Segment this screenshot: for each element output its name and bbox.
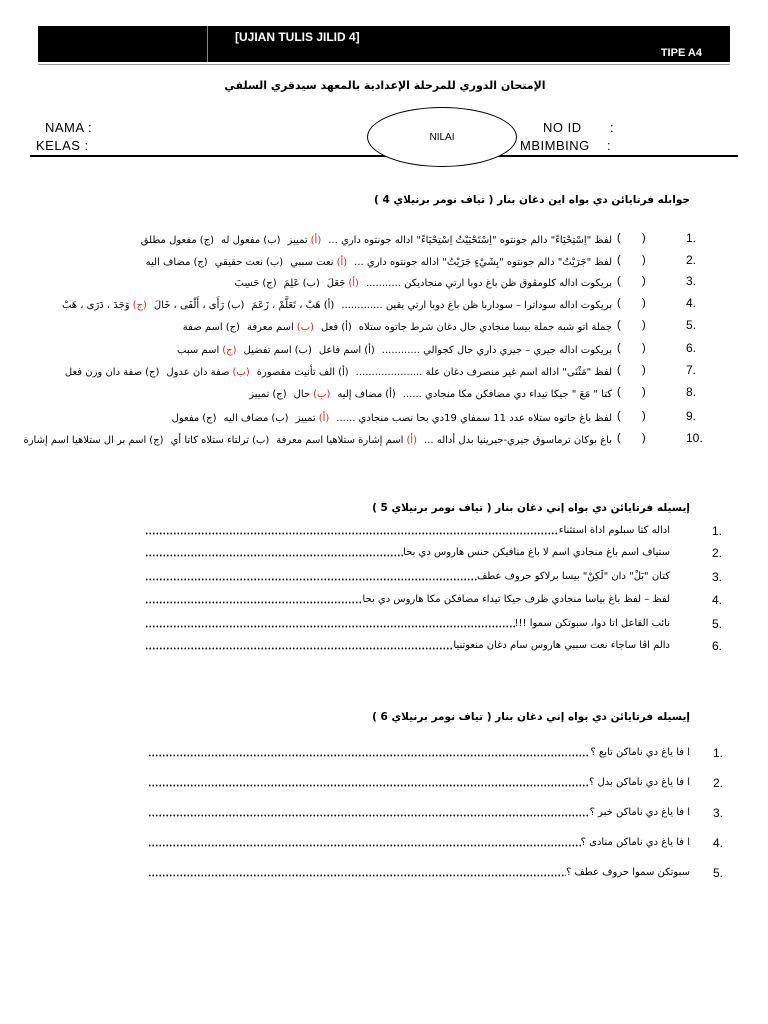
question-text: ا فا ياغ دي ناماكن خبر ؟ xyxy=(589,807,690,818)
option-label: (ج) xyxy=(145,367,160,378)
fill-question-row xyxy=(0,775,768,791)
dotted-answer-line xyxy=(148,754,590,757)
option-text: تمييز xyxy=(249,389,270,400)
question-row xyxy=(0,408,768,424)
option-text: تمييز xyxy=(295,413,316,424)
question-number: 2. xyxy=(713,776,724,790)
question-text: سبوتكن سموا حروف عطف ؟ xyxy=(565,867,690,878)
option-text: مفعول مطلق xyxy=(140,235,197,246)
question-content xyxy=(62,298,612,311)
fill-question-row xyxy=(0,805,768,821)
answer-blank: ( ) xyxy=(617,432,646,444)
question-row xyxy=(0,230,768,246)
exam-header-bar xyxy=(38,26,730,62)
question-line xyxy=(16,317,612,333)
fill-line xyxy=(145,616,670,632)
fill-line xyxy=(145,523,670,539)
section-5-heading: إيسيله فرتايائن دي بواه إني دغان بنار ( تياف نومر برنيلاي 5 ) xyxy=(372,502,690,514)
exam-title: الإمتحان الدوري للمرحلة الإعدادية بالمعهد سيدقري السلفي xyxy=(224,79,546,92)
section-4-heading: جوابله فرتايائن دي بواه اين دغان بنار ( تياف نومر برنيلاي 4 ) xyxy=(374,194,690,206)
option-text: اسم تفضيل xyxy=(243,345,292,356)
question-content xyxy=(234,276,612,289)
question-number: 5. xyxy=(713,866,724,880)
fill-line xyxy=(148,865,690,881)
option-label: (أ) xyxy=(406,435,418,446)
question-number: 1. xyxy=(686,231,697,245)
question-number: 2. xyxy=(686,253,697,267)
question-content xyxy=(177,343,612,356)
option-text: صفة دان وزن فعل xyxy=(64,367,143,378)
fill-line xyxy=(148,745,690,761)
section-6-heading: إيسيله فرتايائن دي بواه إني دغان بنار ( تياف نومر برنيلاي 6 ) xyxy=(372,711,690,723)
exam-type-label: TIPE A4 xyxy=(660,47,702,59)
question-text: ستياف اسم باغ منجادي اسم لا باغ منافيكن جنس هاروس دي بحا xyxy=(403,547,670,558)
question-text: نائب الفاعل اتا دوا، سبوتكن سموا !!! xyxy=(514,618,670,629)
fill-line xyxy=(148,775,690,791)
option-text: اسم إشارة ستلاهيا اسم معرفة xyxy=(276,435,404,446)
option-label: (أ) xyxy=(385,389,396,400)
question-row xyxy=(0,340,768,356)
fill-question-row xyxy=(0,545,768,561)
option-label: (ج) xyxy=(193,257,208,268)
fill-line xyxy=(148,805,690,821)
option-text: ترلتاء ستلاه كاتا أي xyxy=(170,435,250,446)
dotted-answer-line xyxy=(148,874,566,877)
option-label: (ج) xyxy=(225,322,240,333)
question-number: 8. xyxy=(686,385,697,399)
option-label: (أ) xyxy=(310,235,322,246)
question-text: بريكوت اداله سوداترا – سوداربا ظن باغ دوبا ارتي يقين ............. xyxy=(341,300,612,311)
question-text: باغ بوكان ترماسوق جيري-جيرينيا بدل أداله ... xyxy=(424,435,612,446)
dotted-answer-line xyxy=(145,578,477,581)
fill-line xyxy=(145,545,670,561)
fill-line xyxy=(145,569,670,585)
question-row xyxy=(0,362,768,378)
option-text: حال xyxy=(293,389,311,400)
question-text: دالم اڤا ساجاء نعت سببي هاروس سام دغان منعوتنيا xyxy=(453,640,670,651)
question-text: بريكوت اداله جيري – جيري داري حال كجوالي ............ xyxy=(381,345,612,356)
fill-line xyxy=(148,835,690,851)
option-text: نعت سببي xyxy=(290,257,334,268)
fill-question-row xyxy=(0,616,768,632)
option-label: (أ) xyxy=(318,413,330,424)
fill-question-row xyxy=(0,638,768,654)
question-text: ا فا ياغ دي ناماكن منادى ؟ xyxy=(580,837,690,848)
option-label: (ج) xyxy=(132,300,147,311)
answer-blank: ( ) xyxy=(617,342,646,354)
option-text: اسم معرفة xyxy=(246,322,294,333)
question-row xyxy=(0,317,768,333)
dotted-answer-line xyxy=(145,554,403,557)
question-text: ا فا ياغ دي ناماكن بدل ؟ xyxy=(589,777,690,788)
dotted-answer-line xyxy=(145,625,515,628)
option-label: (ج) xyxy=(149,435,164,446)
dotted-answer-line xyxy=(148,784,589,787)
exam-series-title: [UJIAN TULIS JILID 4] xyxy=(235,30,360,44)
question-text: لفظ "جَرَيْتُ" دالم جونتوه "بِشَيْءٍ جَرَيْتُ" اداله جونتوه داري ... xyxy=(354,257,612,268)
option-label: (أ) xyxy=(323,300,335,311)
answer-blank: ( ) xyxy=(617,364,646,376)
question-line xyxy=(16,384,612,400)
question-row xyxy=(0,384,768,400)
option-label: (ج) xyxy=(272,389,287,400)
question-number: 9. xyxy=(686,409,697,423)
fill-question-row xyxy=(0,523,768,539)
question-number: 6. xyxy=(712,639,723,653)
option-text: هَبْ ، تَعَلَّمْ ، زَعَمَ xyxy=(251,300,321,311)
question-line xyxy=(16,362,612,378)
option-text: مضاف إليه xyxy=(337,389,383,400)
option-text: اسم فاعل xyxy=(318,345,362,356)
question-number: 10. xyxy=(686,431,703,445)
question-row xyxy=(0,295,768,311)
question-text: لفظ – لفظ باغ بياسا منجادي ظرف جيكا تيداء مضافكن مكا هاروس دي بحا xyxy=(362,594,670,605)
option-text: نعت حقيقي xyxy=(214,257,263,268)
question-row xyxy=(0,430,768,446)
option-text: جَعَلَ xyxy=(326,278,346,289)
question-line xyxy=(16,340,612,356)
option-text: عَلِمَ xyxy=(283,278,300,289)
question-number: 1. xyxy=(713,746,724,760)
question-number: 6. xyxy=(686,341,697,355)
option-label: (ب) xyxy=(232,367,250,378)
option-label: (ب) xyxy=(294,345,312,356)
question-text: لفظ باغ جاتوه ستلاه عدد 11 سمفاي 19دي بحا نصب منجادي ...... xyxy=(336,413,612,424)
question-text: لفظ "مَثْنَى" اداله اسم غير منصرف دغان علة ..................... xyxy=(355,367,612,378)
answer-blank: ( ) xyxy=(617,319,646,331)
option-text: اسم بر ال ستلاهيا اسم إشارة xyxy=(23,435,147,446)
option-label: (ب) xyxy=(265,257,284,268)
option-text: صفة دان عدول xyxy=(166,367,230,378)
question-text: بريكوت اداله كلومڤوق ظن باغ دوبا ارتي منجاديكن ........... xyxy=(365,278,612,289)
dotted-answer-line xyxy=(148,844,581,847)
question-number: 1. xyxy=(712,524,723,538)
question-line xyxy=(16,252,612,268)
option-text: اسم صفة xyxy=(182,322,223,333)
option-label: (ج) xyxy=(199,235,215,246)
id-number-label: NO ID xyxy=(543,120,582,135)
name-label: NAMA : xyxy=(45,120,93,135)
question-number: 3. xyxy=(712,570,723,584)
class-label: KELAS : xyxy=(36,138,89,153)
fill-line xyxy=(145,592,670,608)
question-number: 7. xyxy=(686,363,697,377)
question-text: كتا " مَعَ " جيكا تيداء دي مضافكن مكا منجادي ...... xyxy=(402,389,612,400)
question-text: لفظ "اِسْتِحْيَاءً" دالم جونتوه "اِسْتَحْيَيْتُ اِسْتِحْيَاءً" اداله جونتوه داري ... xyxy=(328,235,612,246)
option-label: (ب) xyxy=(263,235,281,246)
header-bottom-rule xyxy=(38,64,730,65)
question-text: ا فا ياغ دي ناماكن تابع ؟ xyxy=(590,747,690,758)
option-text: فعل xyxy=(321,322,339,333)
fill-question-row xyxy=(0,865,768,881)
question-row xyxy=(0,252,768,268)
id-number-colon: : xyxy=(610,120,615,135)
option-text: الف تأنيث مقصورة xyxy=(256,367,336,378)
option-label: (أ) xyxy=(338,367,349,378)
question-content xyxy=(183,320,612,333)
dotted-answer-line xyxy=(145,532,559,535)
option-label: (ج) xyxy=(222,345,237,356)
question-number: 3. xyxy=(686,274,697,288)
question-number: 4. xyxy=(686,296,697,310)
question-line xyxy=(16,295,612,311)
question-text: كتان "بَلْ" دان "لَكِنْ" بيسا برلاكو حروف عطف xyxy=(476,571,670,582)
option-text: مضاف اليه xyxy=(145,257,191,268)
option-label: (أ) xyxy=(364,345,375,356)
question-number: 5. xyxy=(712,617,723,631)
fill-question-row xyxy=(0,835,768,851)
option-label: (ج) xyxy=(202,413,217,424)
option-label: (ب) xyxy=(302,278,320,289)
option-text: حَسِبَ xyxy=(234,278,260,289)
question-text: اداله كتا سبلوم اداة استثناء xyxy=(558,525,670,536)
answer-blank: ( ) xyxy=(617,254,646,266)
option-text: وَجَدَ ، دَرَى ، هَبْ xyxy=(61,300,130,311)
question-content xyxy=(172,411,612,424)
header-cell-divider xyxy=(207,26,208,62)
option-text: اسم سبب xyxy=(177,345,220,356)
score-label: NILAI xyxy=(429,131,455,143)
fill-question-row xyxy=(0,745,768,761)
question-content xyxy=(249,387,612,400)
option-label: (أ) xyxy=(348,278,359,289)
question-content xyxy=(65,365,612,378)
answer-blank: ( ) xyxy=(617,297,646,309)
question-number: 4. xyxy=(713,836,724,850)
option-text: رَأَى ، أَلْفَى ، خَالَ xyxy=(153,300,225,311)
fill-question-row xyxy=(0,592,768,608)
question-number: 4. xyxy=(712,593,723,607)
answer-blank: ( ) xyxy=(617,386,646,398)
score-oval xyxy=(367,107,517,167)
answer-blank: ( ) xyxy=(617,410,646,422)
option-text: مضاف اليه xyxy=(223,413,269,424)
supervisor-colon: : xyxy=(607,138,612,153)
answer-blank: ( ) xyxy=(617,232,646,244)
question-row xyxy=(0,273,768,289)
dotted-answer-line xyxy=(148,814,590,817)
option-label: (ب) xyxy=(313,389,331,400)
option-label: (ب) xyxy=(227,300,245,311)
question-content xyxy=(141,233,612,246)
question-line xyxy=(16,430,612,446)
option-label: (أ) xyxy=(341,322,352,333)
option-text: مفعول xyxy=(171,413,200,424)
fill-line xyxy=(145,638,670,654)
question-text: جملة اتو شبه جملة بيسا منجادي حال دغان شرط جاتوه ستلاه xyxy=(358,322,612,333)
question-content xyxy=(23,433,612,446)
question-number: 5. xyxy=(686,318,697,332)
answer-blank: ( ) xyxy=(617,275,646,287)
question-line xyxy=(16,273,612,289)
fill-question-row xyxy=(0,569,768,585)
question-content xyxy=(146,255,612,268)
option-text: تمييز xyxy=(287,235,308,246)
supervisor-label: MBIMBING xyxy=(520,138,590,153)
question-number: 3. xyxy=(713,806,724,820)
option-text: مفعول له xyxy=(221,235,261,246)
option-label: (ب) xyxy=(296,322,315,333)
question-number: 2. xyxy=(712,546,723,560)
question-line xyxy=(16,408,612,424)
dotted-answer-line xyxy=(145,601,362,604)
option-label: (ب) xyxy=(271,413,289,424)
option-label: (ج) xyxy=(262,278,277,289)
question-line xyxy=(16,230,612,246)
dotted-answer-line xyxy=(145,647,453,650)
option-label: (ب) xyxy=(252,435,270,446)
option-label: (أ) xyxy=(336,257,348,268)
